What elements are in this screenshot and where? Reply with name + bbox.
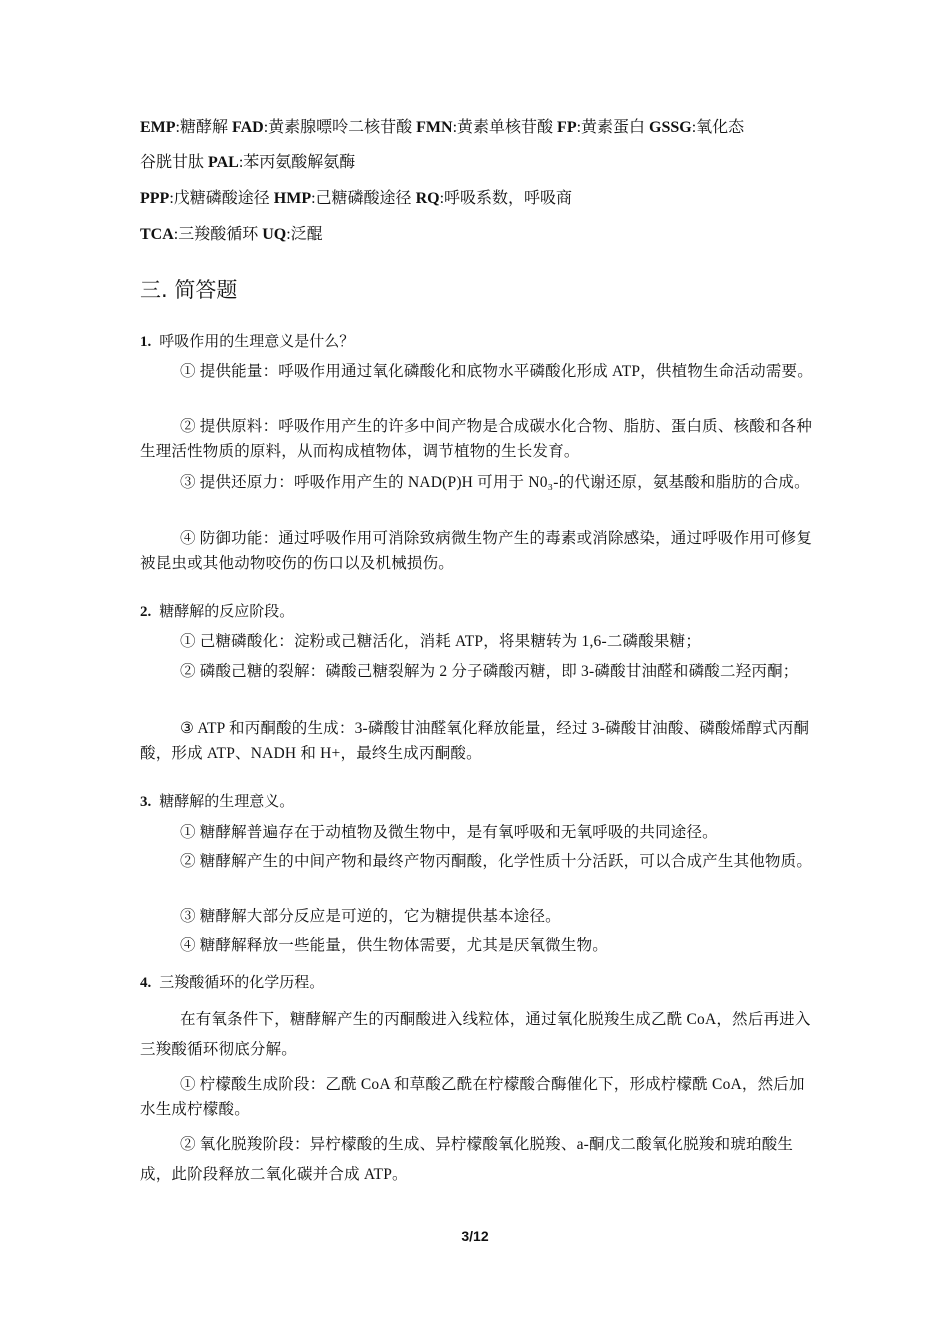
answer-paragraph: ② 氧化脱羧阶段：异柠檬酸的生成、异柠檬酸氧化脱羧、a-酮戊二酸氧化脱羧和琥珀酸生成，此阶段释放二氧化碳并合成 ATP。	[140, 1136, 794, 1183]
question-title	[140, 330, 830, 354]
answer-paragraph: ① 柠檬酸生成阶段：乙酰 CoA 和草酸乙酰在柠檬酸合酶催化下，形成柠檬酰 CoA，然后加水生成柠檬酸。	[140, 1076, 805, 1118]
answer-paragraph: 在有氧条件下，糖酵解产生的丙酮酸进入线粒体，通过氧化脱羧生成乙酰 CoA，然后再进入三羧酸循环彻底分解。	[140, 1011, 811, 1058]
question-title	[140, 971, 830, 995]
question-number: 4.	[140, 975, 152, 991]
abbr-term: FAD	[232, 119, 264, 136]
abbr-definition: :苯丙氨酸解氨酶	[238, 154, 356, 171]
question-text: 呼吸作用的生理意义是什么？	[159, 334, 355, 350]
abbreviation-line	[140, 151, 830, 175]
answer-paragraph: ③ 糖酵解大部分反应是可逆的，它为糖提供基本途径。	[180, 908, 561, 925]
question-title	[140, 790, 830, 814]
question-text: 糖酵解的反应阶段。	[159, 604, 295, 620]
abbr-definition: :三羧酸循环	[173, 226, 263, 243]
answer-paragraph: ② 提供原料：呼吸作用产生的许多中间产物是合成碳水化合物、脂肪、蛋白质、核酸和各种生理活性物质的原料，从而构成植物体，调节植物的生长发育。	[140, 418, 813, 460]
abbr-definition: :黄素腺嘌呤二核苷酸	[263, 119, 417, 136]
answer-paragraph: ① 糖酵解普遍存在于动植物及微生物中，是有氧呼吸和无氧呼吸的共同途径。	[180, 824, 718, 841]
abbr-term: HMP	[273, 190, 312, 207]
question-number: 2.	[140, 604, 152, 620]
answer-paragraph: ③ 提供还原力：呼吸作用产生的 NAD(P)H 可用于 N0₃-的代谢还原，氨基酸和脂肪的合成。	[180, 474, 810, 491]
abbr-term: PPP	[140, 190, 170, 207]
abbreviation-line	[140, 116, 830, 140]
abbreviation-line	[140, 187, 830, 211]
answer-paragraph: ① 提供能量：呼吸作用通过氧化磷酸化和底物水平磷酸化形成 ATP，供植物生命活动需要。	[180, 363, 813, 380]
abbr-term: EMP	[140, 119, 176, 136]
abbr-definition: :呼吸系数，呼吸商	[439, 190, 573, 207]
section-heading: 三. 简答题	[140, 278, 238, 302]
abbr-definition: :糖酵解	[175, 119, 232, 136]
abbr-definition: 谷胱甘肽	[140, 154, 209, 171]
abbr-definition: :泛醌	[286, 226, 323, 243]
question-number: 3.	[140, 794, 152, 810]
question-title	[140, 600, 830, 624]
abbr-definition: :黄素蛋白	[576, 119, 650, 136]
answer-paragraph: ② 糖酵解产生的中间产物和最终产物丙酮酸，化学性质十分活跃，可以合成产生其他物质。	[180, 853, 813, 870]
abbr-term: RQ	[415, 190, 440, 207]
abbr-term: UQ	[262, 226, 287, 243]
answer-paragraph: ④ 防御功能：通过呼吸作用可消除致病微生物产生的毒素或消除感染，通过呼吸作用可修复被昆虫或其他动物咬伤的伤口以及机械损伤。	[140, 530, 813, 572]
abbr-term: PAL	[208, 154, 239, 171]
question-text: 糖酵解的生理意义。	[159, 794, 295, 810]
question-text: 三羧酸循环的化学历程。	[159, 975, 325, 991]
answer-paragraph: ③ ATP 和丙酮酸的生成：3-磷酸甘油醛氧化释放能量，经过 3-磷酸甘油酸、磷酸烯醇式丙酮酸，形成 ATP、NADH 和 H+，最终生成丙酮酸。	[140, 720, 810, 762]
abbr-term: TCA	[140, 226, 174, 243]
answer-paragraph: ① 己糖磷酸化：淀粉或己糖活化，消耗 ATP，将果糖转为 1,6-二磷酸果糖；	[180, 633, 702, 650]
abbr-term: GSSG	[649, 119, 692, 136]
question-number: 1.	[140, 334, 152, 350]
answer-paragraph: ② 磷酸己糖的裂解：磷酸己糖裂解为 2 分子磷酸丙糖，即 3-磷酸甘油醛和磷酸二羟丙酮；	[180, 663, 799, 680]
abbr-definition: :戊糖磷酸途径	[169, 190, 274, 207]
page-number: 3/12	[461, 1228, 489, 1244]
abbr-term: FP	[557, 119, 577, 136]
abbreviation-line	[140, 223, 830, 247]
abbr-definition: :黄素单核苷酸	[452, 119, 558, 136]
abbr-term: FMN	[416, 119, 453, 136]
abbr-definition: :己糖磷酸途径	[311, 190, 416, 207]
answer-paragraph: ④ 糖酵解释放一些能量，供生物体需要，尤其是厌氧微生物。	[180, 937, 608, 954]
abbr-definition: :氧化态	[691, 119, 745, 136]
